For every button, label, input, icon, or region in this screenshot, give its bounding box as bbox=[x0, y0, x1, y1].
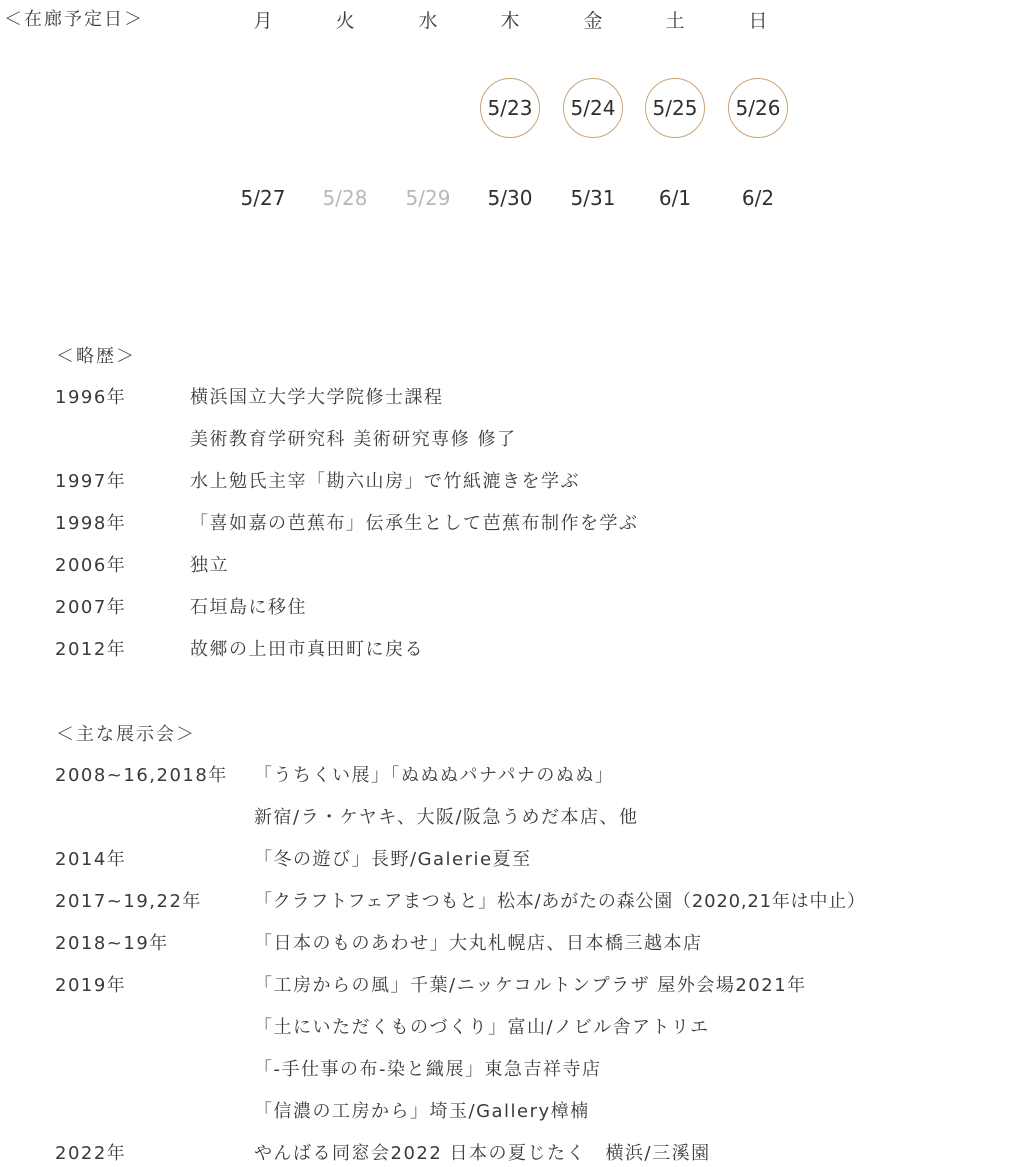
date-cell: 5/23 bbox=[480, 78, 540, 138]
exhibition-year: 2014年 bbox=[55, 849, 127, 870]
exhibition-text: 「土にいただくものづくり」富山/ノビル舎アトリエ bbox=[254, 1017, 710, 1038]
exhibition-row bbox=[0, 1053, 1020, 1083]
exhibitions-heading: ＜主な展示会＞ bbox=[56, 724, 196, 745]
date-cell: 5/27 bbox=[240, 186, 286, 210]
exhibition-row bbox=[0, 927, 1020, 957]
exhibition-text: 「日本のものあわせ」大丸札幌店、日本橋三越本店 bbox=[254, 933, 703, 954]
exhibition-year: 2022年 bbox=[55, 1143, 127, 1164]
exhibition-row bbox=[0, 759, 1020, 789]
history-text: 水上勉氏主宰「勘六山房」で竹紙漉きを学ぶ bbox=[190, 471, 580, 492]
date-cell: 5/24 bbox=[563, 78, 623, 138]
date-cell: 6/2 bbox=[741, 186, 775, 210]
date-cell: 5/30 bbox=[487, 186, 533, 210]
weekday-mon: 月 bbox=[253, 9, 273, 32]
weekday-thu: 木 bbox=[500, 9, 520, 32]
exhibition-row bbox=[0, 843, 1020, 873]
weekday-sat: 土 bbox=[665, 9, 685, 32]
exhibition-year: 2018~19年 bbox=[55, 933, 169, 954]
exhibition-year: 2019年 bbox=[55, 975, 127, 996]
history-text: 横浜国立大学大学院修士課程 bbox=[190, 387, 444, 408]
history-year: 1996年 bbox=[55, 387, 127, 408]
history-row bbox=[0, 423, 1020, 453]
exhibition-year: 2008~16,2018年 bbox=[55, 765, 228, 786]
history-heading: ＜略歴＞ bbox=[56, 346, 136, 367]
history-year: 2007年 bbox=[55, 597, 127, 618]
weekday-fri: 金 bbox=[583, 9, 603, 32]
history-text: 故郷の上田市真田町に戻る bbox=[190, 639, 424, 660]
exhibition-text: やんばる同窓会2022 日本の夏じたく 横浜/三溪園 bbox=[254, 1143, 711, 1164]
weekday-sun: 日 bbox=[748, 9, 768, 32]
history-year: 2012年 bbox=[55, 639, 127, 660]
exhibition-text: 「工房からの風」千葉/ニッケコルトンプラザ 屋外会場2021年 bbox=[254, 975, 807, 996]
history-text: 美術教育学研究科 美術研究専修 修了 bbox=[190, 429, 517, 450]
history-year: 1997年 bbox=[55, 471, 127, 492]
exhibition-text: 新宿/ラ・ケヤキ、大阪/阪急うめだ本店、他 bbox=[254, 807, 639, 828]
schedule-title: ＜在廊予定日＞ bbox=[4, 9, 144, 30]
history-row bbox=[0, 381, 1020, 411]
exhibition-row bbox=[0, 801, 1020, 831]
history-text: 独立 bbox=[190, 555, 229, 576]
history-row bbox=[0, 633, 1020, 663]
history-text: 石垣島に移住 bbox=[190, 597, 307, 618]
exhibition-text: 「クラフトフェアまつもと」松本/あがたの森公園（2020,21年は中止） bbox=[254, 891, 866, 912]
weekday-wed: 水 bbox=[418, 9, 438, 32]
exhibition-text: 「うちくい展」「ぬぬぬパナパナのぬぬ」 bbox=[254, 765, 615, 786]
date-cell-unavailable: 5/28 bbox=[322, 186, 368, 210]
date-cell: 5/26 bbox=[728, 78, 788, 138]
exhibition-row bbox=[0, 885, 1020, 915]
exhibition-row bbox=[0, 1137, 1020, 1167]
date-cell: 6/1 bbox=[658, 186, 692, 210]
exhibition-year: 2017~19,22年 bbox=[55, 891, 202, 912]
history-year: 1998年 bbox=[55, 513, 127, 534]
date-cell-unavailable: 5/29 bbox=[405, 186, 451, 210]
history-row bbox=[0, 465, 1020, 495]
exhibition-text: 「信濃の工房から」埼玉/Gallery樟楠 bbox=[254, 1101, 590, 1122]
history-row bbox=[0, 507, 1020, 537]
exhibition-text: 「-手仕事の布-染と織展」東急吉祥寺店 bbox=[254, 1059, 602, 1080]
exhibition-row bbox=[0, 1011, 1020, 1041]
date-cell: 5/25 bbox=[645, 78, 705, 138]
history-row bbox=[0, 549, 1020, 579]
history-year: 2006年 bbox=[55, 555, 127, 576]
history-row bbox=[0, 591, 1020, 621]
exhibition-row bbox=[0, 1095, 1020, 1125]
history-text: 「喜如嘉の芭蕉布」伝承生として芭蕉布制作を学ぶ bbox=[190, 513, 639, 534]
weekday-tue: 火 bbox=[335, 9, 355, 32]
exhibition-row bbox=[0, 969, 1020, 999]
exhibition-text: 「冬の遊び」長野/Galerie夏至 bbox=[254, 849, 532, 870]
date-cell: 5/31 bbox=[570, 186, 616, 210]
